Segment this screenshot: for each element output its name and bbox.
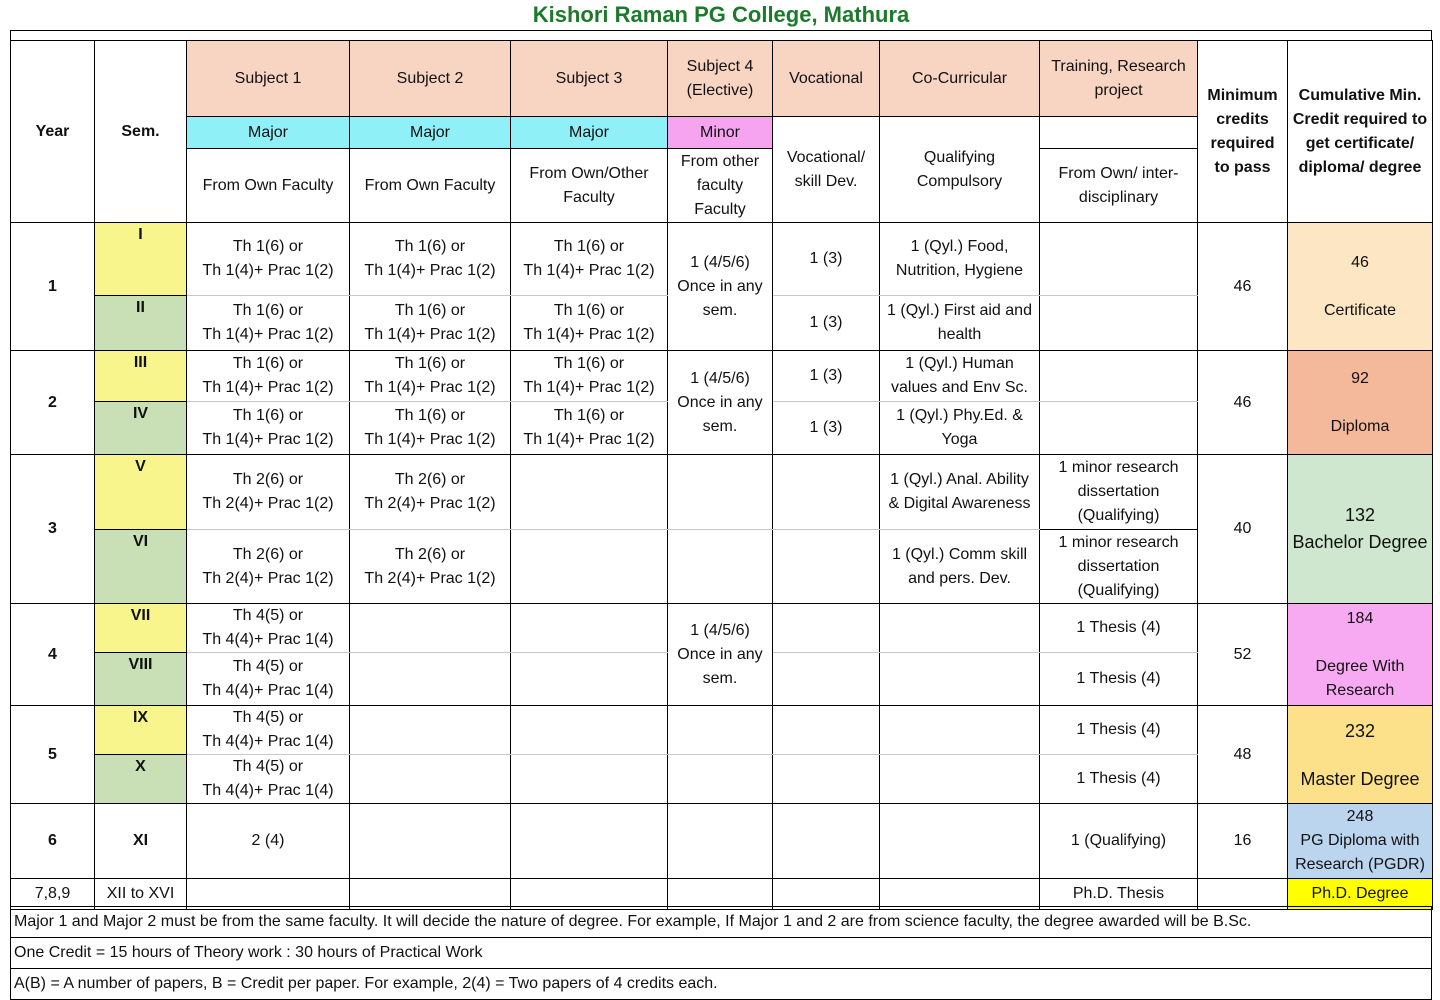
min-credits-y1: 46: [1198, 223, 1288, 351]
header-subject-1: Subject 1: [187, 41, 350, 117]
cell-s4-co-curricular: 1 (Qyl.) Phy.Ed. & Yoga: [880, 402, 1040, 455]
cell-s8-training: 1 Thesis (4): [1040, 653, 1198, 706]
cell-s11-subject3: [511, 804, 668, 879]
cell-s10-vocational: [773, 755, 880, 804]
sem-xi: XI: [95, 804, 187, 879]
table-row: [11, 879, 1433, 910]
table-row: [11, 455, 1433, 530]
table-row: [11, 351, 1433, 402]
cell-s5-subject1: Th 2(6) or Th 2(4)+ Prac 1(2): [187, 455, 350, 530]
cumulative-y5: 232 Master Degree: [1288, 706, 1433, 804]
year-4: 4: [11, 604, 95, 706]
cell-s7-training: 1 Thesis (4): [1040, 604, 1198, 653]
min-credits-y2: 46: [1198, 351, 1288, 455]
min-credits-phd: [1198, 879, 1288, 910]
cell-s3-subject2: Th 1(6) or Th 1(4)+ Prac 1(2): [350, 351, 511, 402]
cell-phd-co-curricular: [880, 879, 1040, 910]
cell-phd-training: Ph.D. Thesis: [1040, 879, 1198, 910]
cell-phd-subject2: [350, 879, 511, 910]
cell-s11-vocational: [773, 804, 880, 879]
cell-s10-training: 1 Thesis (4): [1040, 755, 1198, 804]
header-year: Year: [11, 41, 95, 223]
cell-s1-vocational: 1 (3): [773, 223, 880, 296]
cell-s1-subject2: Th 1(6) or Th 1(4)+ Prac 1(2): [350, 223, 511, 296]
cell-s10-subject3: [511, 755, 668, 804]
cell-s7-co-curricular: [880, 604, 1040, 653]
note-notation: A(B) = A number of papers, B = Credit per paper. For example, 2(4) = Two papers of 4 credits each.: [11, 969, 1432, 1000]
header-from-3: From Own/Other Faculty: [511, 149, 668, 223]
cell-s10-co-curricular: [880, 755, 1040, 804]
cell-s11-subject4: [668, 804, 773, 879]
cell-s6-co-curricular: 1 (Qyl.) Comm skill and pers. Dev.: [880, 530, 1040, 604]
sem-v: V: [95, 455, 187, 530]
cell-phd-subject4: [668, 879, 773, 910]
cell-s5-vocational: [773, 455, 880, 530]
header-major-2: Major: [350, 117, 511, 149]
min-credits-y4: 52: [1198, 604, 1288, 706]
cell-s5-subject3: [511, 455, 668, 530]
page-title: Kishori Raman PG College, Mathura: [532, 2, 910, 27]
header-subject-4: Subject 4 (Elective): [668, 41, 773, 117]
cell-s11-training: 1 (Qualifying): [1040, 804, 1198, 879]
cell-s9-subject1: Th 4(5) or Th 4(4)+ Prac 1(4): [187, 706, 350, 755]
header-training-empty: [1040, 117, 1198, 149]
cell-s8-subject2: [350, 653, 511, 706]
cell-phd-subject1: [187, 879, 350, 910]
cell-s10-subject2: [350, 755, 511, 804]
cell-s4-subject1: Th 1(6) or Th 1(4)+ Prac 1(2): [187, 402, 350, 455]
header-from-1: From Own Faculty: [187, 149, 350, 223]
sem-i: I: [95, 223, 187, 296]
cell-s1-co-curricular: 1 (Qyl.) Food, Nutrition, Hygiene: [880, 223, 1040, 296]
cumulative-y1: 46 Certificate: [1288, 223, 1433, 351]
year-5: 5: [11, 706, 95, 804]
year-6: 6: [11, 804, 95, 879]
cell-s7-subject3: [511, 604, 668, 653]
cell-phd-subject3: [511, 879, 668, 910]
sem-xii-xvi: XII to XVI: [95, 879, 187, 910]
year-2: 2: [11, 351, 95, 455]
sem-ix: IX: [95, 706, 187, 755]
header-from-training: From Own/ inter-disciplinary: [1040, 149, 1198, 223]
header-major-1: Major: [187, 117, 350, 149]
header-min-credits: Minimum credits required to pass: [1198, 41, 1288, 223]
min-credits-y5: 48: [1198, 706, 1288, 804]
cell-s9-subject3: [511, 706, 668, 755]
cell-s3-co-curricular: 1 (Qyl.) Human values and Env Sc.: [880, 351, 1040, 402]
cell-s5-subject2: Th 2(6) or Th 2(4)+ Prac 1(2): [350, 455, 511, 530]
sem-ii: II: [95, 296, 187, 351]
cell-s6-subject2: Th 2(6) or Th 2(4)+ Prac 1(2): [350, 530, 511, 604]
cell-s7-subject1: Th 4(5) or Th 4(4)+ Prac 1(4): [187, 604, 350, 653]
year-3: 3: [11, 455, 95, 604]
cell-s11-subject1: 2 (4): [187, 804, 350, 879]
table-row: [11, 706, 1433, 755]
note-credit-hours: One Credit = 15 hours of Theory work : 30 hours of Practical Work: [11, 938, 1432, 969]
cell-s9-subject2: [350, 706, 511, 755]
header-subject-2: Subject 2: [350, 41, 511, 117]
sem-vii: VII: [95, 604, 187, 653]
header-minor: Minor: [668, 117, 773, 149]
cell-s7-subject2: [350, 604, 511, 653]
sem-vi: VI: [95, 530, 187, 604]
cell-s2-vocational: 1 (3): [773, 296, 880, 351]
cell-s4-subject2: Th 1(6) or Th 1(4)+ Prac 1(2): [350, 402, 511, 455]
header-from-2: From Own Faculty: [350, 149, 511, 223]
header-subject-3: Subject 3: [511, 41, 668, 117]
cell-s9-co-curricular: [880, 706, 1040, 755]
table-row: [11, 223, 1433, 296]
cell-s4-training: [1040, 402, 1198, 455]
header-sem: Sem.: [95, 41, 187, 223]
cell-s10-subject4: [668, 755, 773, 804]
cumulative-y3: 132 Bachelor Degree: [1288, 455, 1433, 604]
notes-table: [10, 906, 1432, 1000]
cell-s6-subject4: [668, 530, 773, 604]
sem-x: X: [95, 755, 187, 804]
cell-s9-vocational: [773, 706, 880, 755]
sem-iv: IV: [95, 402, 187, 455]
cell-s3-vocational: 1 (3): [773, 351, 880, 402]
cell-s2-subject3: Th 1(6) or Th 1(4)+ Prac 1(2): [511, 296, 668, 351]
cell-s4-vocational: 1 (3): [773, 402, 880, 455]
header-vocational: Vocational: [773, 41, 880, 117]
cell-s6-subject1: Th 2(6) or Th 2(4)+ Prac 1(2): [187, 530, 350, 604]
note-major-faculty: Major 1 and Major 2 must be from the same faculty. It will decide the nature of degree. For example, If Major 1 and 2 are from science faculty, the degree awarded will be B.Sc.: [11, 907, 1432, 938]
cell-s2-subject2: Th 1(6) or Th 1(4)+ Prac 1(2): [350, 296, 511, 351]
cell-y1-elective: 1 (4/5/6) Once in any sem.: [668, 223, 773, 351]
cell-s2-co-curricular: 1 (Qyl.) First aid and health: [880, 296, 1040, 351]
year-7-8-9: 7,8,9: [11, 879, 95, 910]
header-row-subjects: [11, 41, 1433, 117]
cell-s9-subject4: [668, 706, 773, 755]
credit-structure-table: [10, 40, 1433, 910]
table-row: [11, 804, 1433, 879]
cell-s6-training: 1 minor research dissertation (Qualifying): [1040, 530, 1198, 604]
cell-s8-co-curricular: [880, 653, 1040, 706]
header-voc-sub: Vocational/ skill Dev.: [773, 117, 880, 223]
cell-s2-training: [1040, 296, 1198, 351]
cell-s8-vocational: [773, 653, 880, 706]
cumulative-y2: 92 Diploma: [1288, 351, 1433, 455]
title-bar-divider: [10, 30, 1432, 40]
header-co-curricular: Co-Curricular: [880, 41, 1040, 117]
cell-s8-subject1: Th 4(5) or Th 4(4)+ Prac 1(4): [187, 653, 350, 706]
cell-s11-subject2: [350, 804, 511, 879]
cell-phd-vocational: [773, 879, 880, 910]
cell-s6-subject3: [511, 530, 668, 604]
table-row: [11, 604, 1433, 653]
cell-s3-training: [1040, 351, 1198, 402]
cell-s10-subject1: Th 4(5) or Th 4(4)+ Prac 1(4): [187, 755, 350, 804]
cell-s4-subject3: Th 1(6) or Th 1(4)+ Prac 1(2): [511, 402, 668, 455]
cumulative-y6: 248 PG Diploma with Research (PGDR): [1288, 804, 1433, 879]
header-cumulative: Cumulative Min. Credit required to get certificate/ diploma/ degree: [1288, 41, 1433, 223]
cumulative-phd: Ph.D. Degree: [1288, 879, 1433, 910]
cell-y2-elective: 1 (4/5/6) Once in any sem.: [668, 351, 773, 455]
sem-iii: III: [95, 351, 187, 402]
cell-s8-subject3: [511, 653, 668, 706]
cell-s6-vocational: [773, 530, 880, 604]
sem-viii: VIII: [95, 653, 187, 706]
cell-s9-training: 1 Thesis (4): [1040, 706, 1198, 755]
header-major-3: Major: [511, 117, 668, 149]
cell-s1-subject3: Th 1(6) or Th 1(4)+ Prac 1(2): [511, 223, 668, 296]
cell-s5-co-curricular: 1 (Qyl.) Anal. Ability & Digital Awareness: [880, 455, 1040, 530]
cell-s1-training: [1040, 223, 1198, 296]
cell-s5-training: 1 minor research dissertation (Qualifying): [1040, 455, 1198, 530]
cell-s5-subject4: [668, 455, 773, 530]
cell-y4-elective: 1 (4/5/6) Once in any sem.: [668, 604, 773, 706]
cell-s7-vocational: [773, 604, 880, 653]
cell-s1-subject1: Th 1(6) or Th 1(4)+ Prac 1(2): [187, 223, 350, 296]
header-training: Training, Research project: [1040, 41, 1198, 117]
cell-s3-subject1: Th 1(6) or Th 1(4)+ Prac 1(2): [187, 351, 350, 402]
header-from-4: From other faculty Faculty: [668, 149, 773, 223]
min-credits-y3: 40: [1198, 455, 1288, 604]
cumulative-y4: 184 Degree With Research: [1288, 604, 1433, 706]
header-cc-sub: Qualifying Compulsory: [880, 117, 1040, 223]
year-1: 1: [11, 223, 95, 351]
cell-s3-subject3: Th 1(6) or Th 1(4)+ Prac 1(2): [511, 351, 668, 402]
cell-s11-co-curricular: [880, 804, 1040, 879]
cell-s2-subject1: Th 1(6) or Th 1(4)+ Prac 1(2): [187, 296, 350, 351]
min-credits-y6: 16: [1198, 804, 1288, 879]
